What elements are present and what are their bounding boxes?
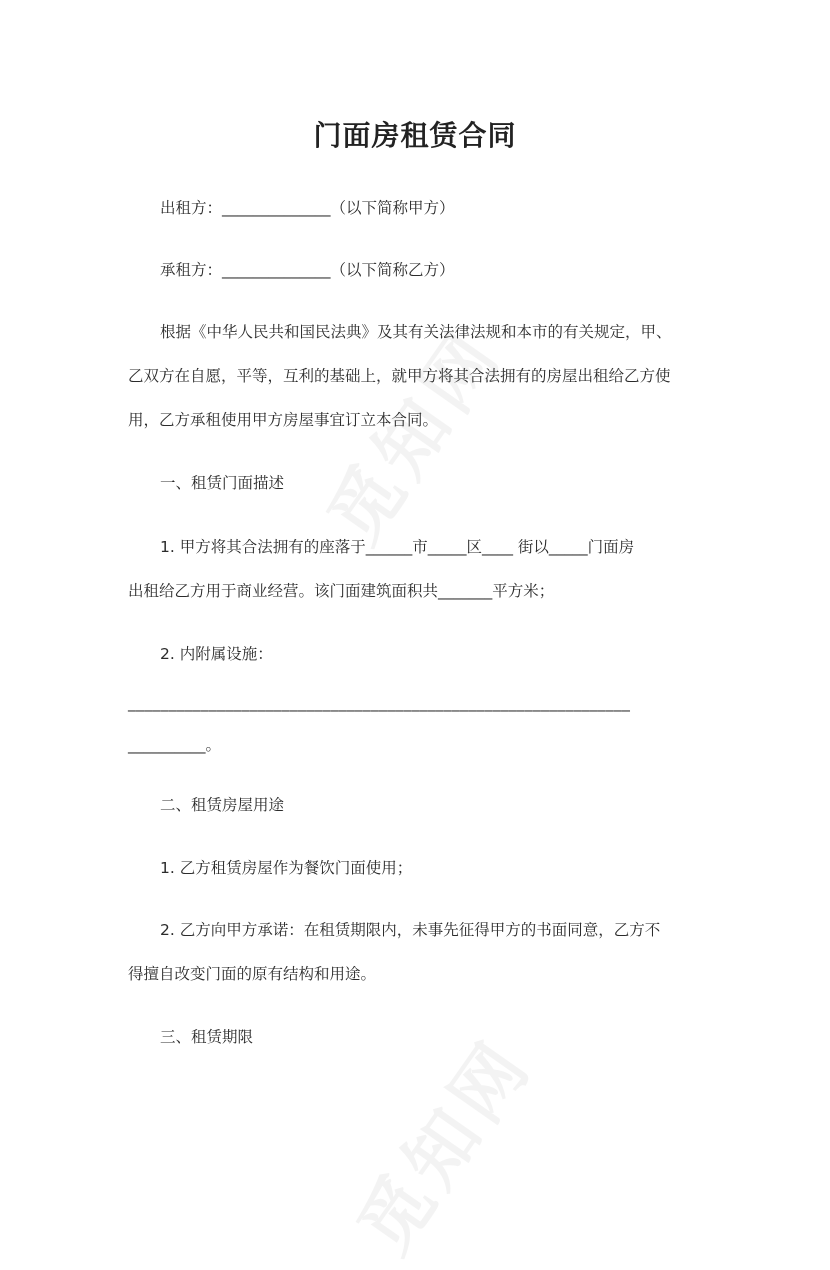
fill-in-blank: __________。 bbox=[128, 736, 222, 754]
watermark-bottom bbox=[329, 1014, 552, 1270]
clause-line: 2. 内附属设施： bbox=[160, 645, 273, 663]
document-title: 门面房租赁合同 bbox=[313, 119, 517, 152]
preamble-line: 用，乙方承租使用甲方房屋事宜订立本合同。 bbox=[128, 411, 439, 429]
section-heading: 三、租赁期限 bbox=[160, 1028, 254, 1046]
section-heading: 一、租赁门面描述 bbox=[160, 474, 285, 492]
preamble-line: 乙双方在自愿，平等，互利的基础上，就甲方将其合法拥有的房屋出租给乙方使 bbox=[128, 367, 671, 385]
fill-in-blank: ______________________________________________________________ bbox=[128, 694, 631, 712]
clause-line: 2. 乙方向甲方承诺：在租赁期限内，未事先征得甲方的书面同意，乙方不 bbox=[160, 921, 661, 939]
clause-line: 得擅自改变门面的原有结构和用途。 bbox=[128, 965, 377, 983]
lessee-line: 承租方：______________（以下简称乙方） bbox=[160, 261, 455, 279]
clause-line: 1. 甲方将其合法拥有的座落于______市_____区____ 街以_____门面房 bbox=[160, 538, 635, 556]
lessor-line: 出租方：______________（以下简称甲方） bbox=[160, 199, 455, 217]
clause-line: 1. 乙方租赁房屋作为餐饮门面使用； bbox=[160, 859, 413, 877]
clause-line: 出租给乙方用于商业经营。该门面建筑面积共_______平方米； bbox=[128, 582, 555, 600]
preamble-line: 根据《中华人民共和国民法典》及其有关法律法规和本市的有关规定，甲、 bbox=[160, 323, 672, 341]
section-heading: 二、租赁房屋用途 bbox=[160, 796, 285, 814]
